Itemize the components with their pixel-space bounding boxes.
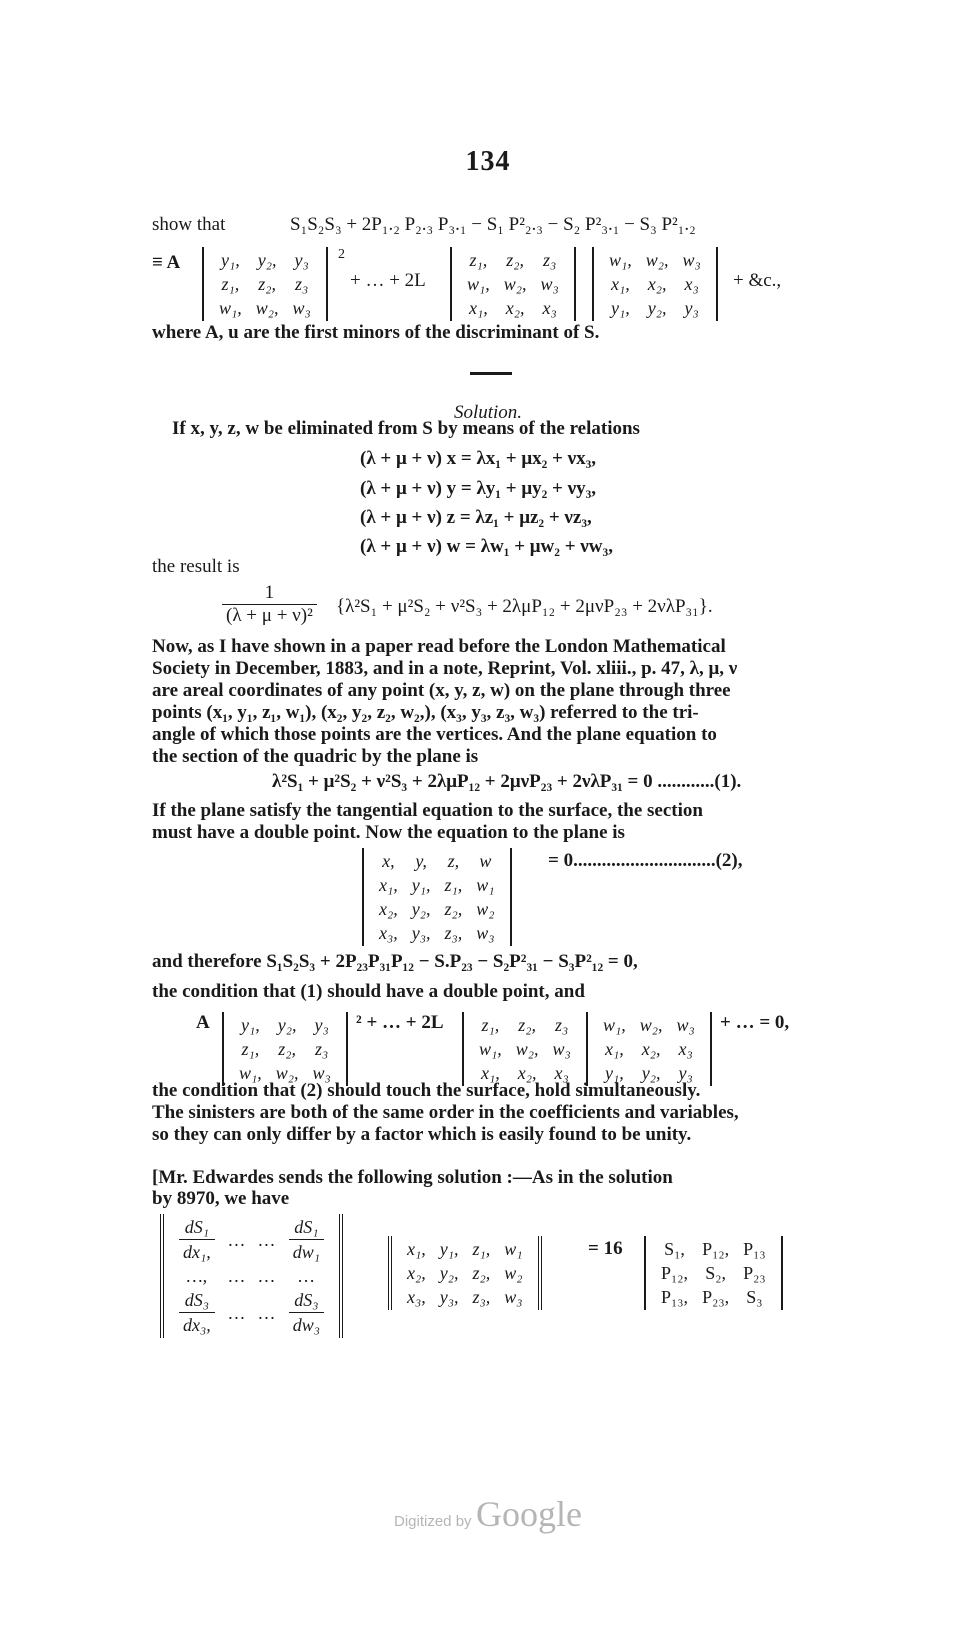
matrix-cell: w₂, — [639, 1015, 663, 1035]
matrix-cell: x₁, — [605, 1039, 624, 1059]
matrix-cell: z₂, — [506, 250, 525, 270]
matrix-row — [172, 1215, 331, 1264]
matrix-cell: w₃ — [476, 923, 495, 943]
matrix-row — [472, 1013, 578, 1037]
matrix-row — [654, 1285, 773, 1309]
matrix-row — [596, 1037, 702, 1061]
matrix-cell: w₂, — [645, 250, 669, 270]
identity-expression: S₁S₂S₃ + 2P₁.₂ P₂.₃ P₃.₁ − S₁ P²₂.₃ − S₂ P²₃.₁ − S₃ P²₁.₂ — [290, 214, 696, 235]
matrix-cell: w₂, — [275, 1063, 299, 1083]
derivative-numerator: dS₃ — [179, 1288, 215, 1313]
matrix-cell: w₁, — [239, 1063, 262, 1083]
matrix-row — [212, 296, 318, 320]
matrix-cell: y₃, — [411, 923, 431, 943]
determinant-2 — [450, 247, 576, 321]
edwardes-line-2: by 8970, we have — [152, 1188, 290, 1209]
matrix-cell: y₂, — [439, 1263, 459, 1283]
matrix-cell: y₁, — [439, 1239, 459, 1259]
and-therefore: and therefore S₁S₂S₃ + 2P₂₃P₃₁P₁₂ − S.P₂₃ − S₂P²₃₁ − S₃P²₁₂ = 0, — [152, 951, 638, 972]
paragraph-tangential — [152, 800, 828, 844]
matrix-row — [372, 897, 502, 921]
matrix-cell: w₁, — [603, 1015, 626, 1035]
result-is: the result is — [152, 556, 240, 577]
cond-a: A — [196, 1012, 210, 1033]
matrix-cell: w₃ — [312, 1063, 331, 1083]
matrix-row — [400, 1285, 530, 1309]
matrix-cell: S₃ — [746, 1287, 763, 1307]
matrix-cell: w₃ — [292, 298, 311, 318]
solution-heading: Solution. — [453, 402, 523, 423]
ellipsis: … — [228, 1229, 245, 1250]
matrix-cell: w₂ — [504, 1263, 523, 1283]
matrix-cell: y₁, — [241, 1015, 260, 1035]
matrix-cell: x₂, — [407, 1263, 426, 1283]
matrix-row — [400, 1237, 530, 1261]
matrix-cell: P₂₃, — [702, 1287, 730, 1307]
matrix-row — [654, 1237, 773, 1261]
matrix-cell: w₃ — [540, 274, 559, 294]
matrix-cell: x₁, — [469, 298, 488, 318]
matrix-cell: y₃ — [684, 298, 699, 318]
para-line: so they can only differ by a factor which is easily found to be unity. — [152, 1124, 692, 1145]
if-line: If x, y, z, w be eliminated from S by means of the relations — [172, 418, 640, 439]
cond-determinant-1 — [222, 1012, 348, 1086]
matrix-cell: S₁, — [664, 1239, 685, 1259]
matrix-cell: y₃ — [294, 250, 309, 270]
matrix-cell: y₂, — [647, 298, 667, 318]
matrix-row — [172, 1288, 331, 1337]
equiv-a: ≡ A — [152, 252, 181, 273]
matrix-cell: w₃ — [552, 1039, 571, 1059]
para-line: Society in December, 1883, and in a note, Reprint, Vol. xliii., p. 47, λ, μ, ν — [152, 658, 738, 679]
para-line: Now, as I have shown in a paper read before the London Mathematical — [152, 636, 726, 657]
digitized-by-text: Digitized by — [394, 1513, 472, 1530]
matrix-cell: z₁, — [221, 274, 240, 294]
matrix-cell: P₁₃ — [743, 1239, 766, 1259]
cond-tail: + … = 0, — [720, 1012, 790, 1033]
matrix-cell: z₃ — [295, 274, 309, 294]
matrix-cell: z₃ — [543, 250, 557, 270]
partial-derivative — [172, 1288, 222, 1337]
para-line: points (x₁, y₁, z₁, w₁), (x₂, y₂, z₂, w₂,), (x₃, y₃, z₃, w₃) referred to the tri- — [152, 702, 699, 723]
matrix-row — [602, 272, 708, 296]
matrix-row — [472, 1037, 578, 1061]
cond-determinant-2 — [462, 1012, 588, 1086]
matrix-cell: P₁₃, — [661, 1287, 689, 1307]
matrix-cell: z₂, — [472, 1263, 491, 1283]
fraction-denominator: (λ + μ + ν)² — [226, 605, 313, 626]
matrix-row — [460, 248, 566, 272]
matrix-cell: x₂, — [505, 298, 525, 318]
matrix-cell: z, — [447, 851, 460, 871]
condition-line: the condition that (1) should have a double point, and — [152, 981, 585, 1002]
edwardes-line-1: [Mr. Edwardes sends the following solution :—As in the solution — [152, 1167, 673, 1188]
plus-2l: + … + 2L — [350, 270, 426, 291]
relation-y: (λ + μ + ν) y = λy₁ + μy₂ + νy₃, — [360, 478, 597, 499]
determinant-3 — [592, 247, 718, 321]
matrix-cell: x₃ — [678, 1039, 693, 1059]
matrix-cell: z₂, — [444, 899, 463, 919]
equation-2-tail: = 0..............................(2), — [548, 850, 743, 871]
exponent-2: 2 — [338, 247, 345, 262]
matrix-cell: P₂₃ — [743, 1263, 766, 1283]
matrix-cell: w₁ — [476, 875, 495, 895]
para-line: must have a double point. Now the equation to the plane is — [152, 822, 625, 843]
matrix-cell: w₂, — [515, 1039, 539, 1059]
matrix-cell: P₁₂, — [661, 1263, 689, 1283]
derivative-denominator: dw₃ — [292, 1315, 321, 1335]
matrix-row — [372, 921, 502, 945]
matrix-row — [460, 272, 566, 296]
matrix-cell: w₃ — [504, 1287, 523, 1307]
para-line: If the plane satisfy the tangential equation to the surface, the section — [152, 800, 703, 821]
matrix-row — [602, 248, 708, 272]
matrix-cell: x₃ — [684, 274, 699, 294]
matrix-cell: x₃ — [554, 1063, 569, 1083]
matrix-cell: w₂, — [255, 298, 279, 318]
matrix-cell: z₃ — [315, 1039, 329, 1059]
coefficient-determinant — [644, 1236, 783, 1310]
result-fraction — [222, 582, 317, 627]
matrix-cell: x₃, — [407, 1287, 426, 1307]
matrix-cell: y₁, — [221, 250, 240, 270]
matrix-cell: z₃, — [472, 1287, 491, 1307]
matrix-row — [212, 272, 318, 296]
matrix-cell: w₃ — [676, 1015, 695, 1035]
equals-16: = 16 — [588, 1238, 623, 1259]
matrix-row — [212, 248, 318, 272]
para-line: are areal coordinates of any point (x, y, z, w) on the plane through three — [152, 680, 731, 701]
matrix-cell: w₁, — [479, 1039, 502, 1059]
matrix-cell: x₁, — [611, 274, 630, 294]
relation-z: (λ + μ + ν) z = λz₁ + μz₂ + νz₃, — [360, 507, 592, 528]
matrix-row — [372, 873, 502, 897]
matrix-cell: x₁, — [481, 1063, 500, 1083]
matrix-cell: x, — [382, 851, 395, 871]
matrix-row — [400, 1261, 530, 1285]
cond-determinant-3 — [586, 1012, 712, 1086]
matrix-cell: y₃ — [678, 1063, 693, 1083]
matrix-cell: z₃, — [444, 923, 463, 943]
result-expression: {λ²S₁ + μ²S₂ + ν²S₃ + 2λμP₁₂ + 2μνP₂₃ + 2νλP₃₁}. — [336, 596, 713, 617]
derivative-denominator: dx₁, — [183, 1242, 211, 1262]
derivative-numerator: dS₁ — [289, 1215, 324, 1240]
ellipsis: … — [258, 1229, 275, 1250]
derivative-denominator: dx₃, — [183, 1315, 211, 1335]
matrix-row — [654, 1261, 773, 1285]
fraction-numerator: 1 — [222, 582, 317, 605]
ellipsis: … — [258, 1266, 275, 1286]
digitized-watermark — [0, 1493, 976, 1535]
matrix-row — [172, 1264, 331, 1288]
para-line: the condition that (2) should touch the surface, hold simultaneously. — [152, 1080, 701, 1101]
matrix-cell: y₂, — [257, 250, 277, 270]
matrix-cell: x₂, — [647, 274, 667, 294]
ellipsis: … — [298, 1266, 315, 1286]
derivative-denominator: dw₁ — [292, 1242, 321, 1262]
matrix-cell: w₂, — [503, 274, 527, 294]
matrix-cell: y₁, — [605, 1063, 624, 1083]
matrix-cell: z₁, — [469, 250, 488, 270]
matrix-cell: z₂, — [278, 1039, 297, 1059]
paragraph-areal — [152, 636, 828, 768]
paragraph-simultaneous — [152, 1080, 828, 1146]
para-line: the section of the quadric by the plane is — [152, 746, 479, 767]
matrix-cell: w₁, — [467, 274, 490, 294]
matrix-cell: z₁, — [444, 875, 463, 895]
matrix-cell: w — [479, 851, 492, 871]
matrix-cell: y₃, — [439, 1287, 459, 1307]
where-line: where A, u are the first minors of the discriminant of S. — [152, 322, 600, 343]
matrix-cell: x₁, — [379, 875, 398, 895]
matrix-row — [232, 1013, 338, 1037]
matrix-cell: x₂, — [379, 899, 398, 919]
matrix-cell: y₂, — [411, 899, 431, 919]
matrix-cell: x₃, — [379, 923, 398, 943]
matrix-cell: z₃ — [555, 1015, 569, 1035]
plus-etc: + &c., — [733, 270, 782, 291]
matrix-cell: x₂, — [517, 1063, 537, 1083]
matrix-cell: y₂, — [277, 1015, 297, 1035]
matrix-cell: z₂, — [258, 274, 277, 294]
section-divider — [470, 372, 512, 375]
relation-x: (λ + μ + ν) x = λx₁ + μx₂ + νx₃, — [360, 448, 597, 469]
matrix-cell: S₂, — [705, 1263, 726, 1283]
derivative-numerator: dS₁ — [179, 1215, 215, 1240]
partial-derivative — [282, 1215, 331, 1264]
matrix-cell: w₁, — [219, 298, 242, 318]
coordinate-determinant — [388, 1236, 542, 1310]
matrix-cell: x₁, — [407, 1239, 426, 1259]
matrix-row — [596, 1013, 702, 1037]
matrix-cell: z₁, — [472, 1239, 491, 1259]
para-line: The sinisters are both of the same order in the coefficients and variables, — [152, 1102, 739, 1123]
matrix-cell: y₂, — [641, 1063, 661, 1083]
google-logo-text: Google — [476, 1494, 582, 1534]
matrix-cell: w₁ — [504, 1239, 523, 1259]
partial-derivative — [282, 1288, 331, 1337]
matrix-cell: y₃ — [314, 1015, 329, 1035]
partial-derivative — [172, 1215, 222, 1264]
gradient-determinant — [160, 1214, 343, 1338]
matrix-cell: z₁, — [241, 1039, 260, 1059]
page-number: 134 — [465, 146, 511, 177]
show-that-label: show that — [152, 214, 226, 235]
matrix-cell: y, — [415, 851, 427, 871]
matrix-row — [232, 1037, 338, 1061]
matrix-cell: z₁, — [481, 1015, 500, 1035]
matrix-cell: y₁, — [611, 298, 630, 318]
plane-determinant — [362, 848, 512, 946]
matrix-cell: w₃ — [682, 250, 701, 270]
matrix-row — [602, 296, 708, 320]
ellipsis: …, — [186, 1266, 208, 1286]
matrix-cell: x₂, — [641, 1039, 661, 1059]
matrix-row — [460, 296, 566, 320]
relation-w: (λ + μ + ν) w = λw₁ + μw₂ + νw₃, — [360, 536, 613, 557]
equation-1: λ²S₁ + μ²S₂ + ν²S₃ + 2λμP₁₂ + 2μνP₂₃ + 2νλP₃₁ = 0 ............(1). — [272, 771, 742, 792]
ellipsis: … — [228, 1266, 245, 1286]
matrix-cell: x₃ — [542, 298, 557, 318]
matrix-cell: w₁, — [609, 250, 632, 270]
determinant-1 — [202, 247, 328, 321]
derivative-numerator: dS₃ — [289, 1288, 324, 1313]
ellipsis: … — [228, 1302, 245, 1323]
matrix-cell: P₁₂, — [702, 1239, 730, 1259]
para-line: angle of which those points are the vertices. And the plane equation to — [152, 724, 717, 745]
matrix-row — [372, 849, 502, 873]
matrix-cell: w₂ — [476, 899, 495, 919]
cond-mid: ² + … + 2L — [356, 1012, 444, 1033]
matrix-cell: y₁, — [411, 875, 431, 895]
ellipsis: … — [258, 1302, 275, 1323]
matrix-cell: z₂, — [518, 1015, 537, 1035]
